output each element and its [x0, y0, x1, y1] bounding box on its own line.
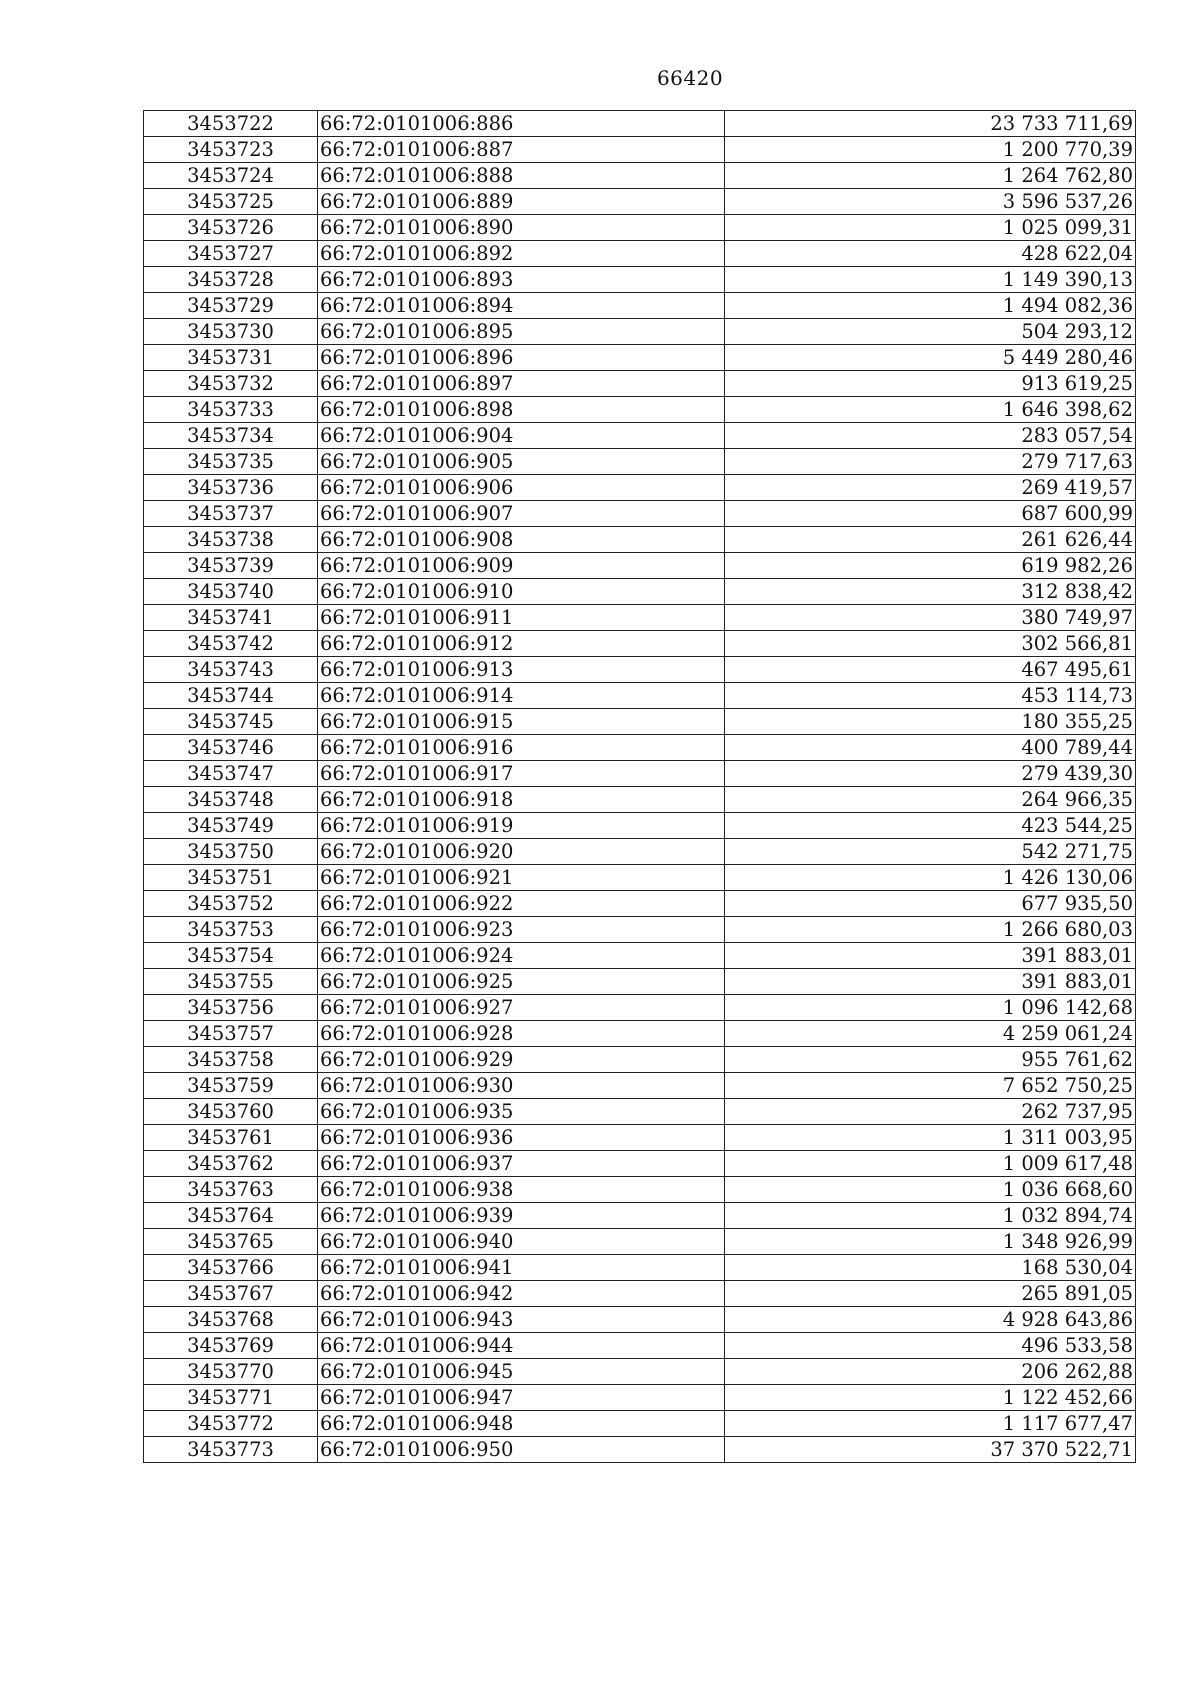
cadastral-number-cell: 66:72:0101006:938 — [318, 1177, 725, 1203]
cadastral-number-cell: 66:72:0101006:898 — [318, 397, 725, 423]
cadastral-number-cell: 66:72:0101006:940 — [318, 1229, 725, 1255]
table-row — [144, 969, 1136, 995]
table-row — [144, 1359, 1136, 1385]
cadastral-value-cell: 1 348 926,99 — [725, 1229, 1136, 1255]
row-number-cell: 3453740 — [144, 579, 318, 605]
cadastral-number-cell: 66:72:0101006:948 — [318, 1411, 725, 1437]
table-row — [144, 865, 1136, 891]
cadastral-value-cell: 1 149 390,13 — [725, 267, 1136, 293]
cadastral-value-cell: 1 009 617,48 — [725, 1151, 1136, 1177]
row-number-cell: 3453738 — [144, 527, 318, 553]
cadastral-number-cell: 66:72:0101006:895 — [318, 319, 725, 345]
row-number-cell: 3453751 — [144, 865, 318, 891]
cadastral-number-cell: 66:72:0101006:907 — [318, 501, 725, 527]
table-row — [144, 1229, 1136, 1255]
table-row — [144, 631, 1136, 657]
row-number-cell: 3453730 — [144, 319, 318, 345]
cadastral-number-cell: 66:72:0101006:911 — [318, 605, 725, 631]
cadastral-value-cell: 5 449 280,46 — [725, 345, 1136, 371]
table-row — [144, 267, 1136, 293]
cadastral-number-cell: 66:72:0101006:929 — [318, 1047, 725, 1073]
table-row — [144, 1151, 1136, 1177]
cadastral-value-cell: 1 646 398,62 — [725, 397, 1136, 423]
table-row — [144, 839, 1136, 865]
cadastral-number-cell: 66:72:0101006:928 — [318, 1021, 725, 1047]
cadastral-value-cell: 1 266 680,03 — [725, 917, 1136, 943]
cadastral-value-cell: 261 626,44 — [725, 527, 1136, 553]
cadastral-number-cell: 66:72:0101006:944 — [318, 1333, 725, 1359]
table-row — [144, 813, 1136, 839]
cadastral-value-table — [143, 110, 1136, 1463]
cadastral-number-cell: 66:72:0101006:906 — [318, 475, 725, 501]
row-number-cell: 3453744 — [144, 683, 318, 709]
table-row — [144, 1333, 1136, 1359]
row-number-cell: 3453749 — [144, 813, 318, 839]
cadastral-value-cell: 1 200 770,39 — [725, 137, 1136, 163]
row-number-cell: 3453762 — [144, 1151, 318, 1177]
cadastral-value-cell: 496 533,58 — [725, 1333, 1136, 1359]
cadastral-number-cell: 66:72:0101006:915 — [318, 709, 725, 735]
row-number-cell: 3453763 — [144, 1177, 318, 1203]
cadastral-number-cell: 66:72:0101006:936 — [318, 1125, 725, 1151]
cadastral-number-cell: 66:72:0101006:918 — [318, 787, 725, 813]
cadastral-number-cell: 66:72:0101006:914 — [318, 683, 725, 709]
row-number-cell: 3453757 — [144, 1021, 318, 1047]
table-row — [144, 345, 1136, 371]
row-number-cell: 3453723 — [144, 137, 318, 163]
cadastral-value-cell: 391 883,01 — [725, 969, 1136, 995]
table-row — [144, 787, 1136, 813]
row-number-cell: 3453733 — [144, 397, 318, 423]
row-number-cell: 3453764 — [144, 1203, 318, 1229]
table-row — [144, 1177, 1136, 1203]
table-row — [144, 1307, 1136, 1333]
table-body — [144, 111, 1136, 1463]
cadastral-number-cell: 66:72:0101006:904 — [318, 423, 725, 449]
cadastral-number-cell: 66:72:0101006:916 — [318, 735, 725, 761]
row-number-cell: 3453769 — [144, 1333, 318, 1359]
row-number-cell: 3453742 — [144, 631, 318, 657]
cadastral-value-cell: 423 544,25 — [725, 813, 1136, 839]
row-number-cell: 3453761 — [144, 1125, 318, 1151]
row-number-cell: 3453754 — [144, 943, 318, 969]
cadastral-number-cell: 66:72:0101006:886 — [318, 111, 725, 137]
cadastral-number-cell: 66:72:0101006:896 — [318, 345, 725, 371]
cadastral-value-cell: 23 733 711,69 — [725, 111, 1136, 137]
cadastral-value-cell: 1 311 003,95 — [725, 1125, 1136, 1151]
row-number-cell: 3453731 — [144, 345, 318, 371]
table-row — [144, 423, 1136, 449]
table-row — [144, 735, 1136, 761]
cadastral-value-cell: 4 928 643,86 — [725, 1307, 1136, 1333]
table-row — [144, 553, 1136, 579]
table-row — [144, 241, 1136, 267]
row-number-cell: 3453728 — [144, 267, 318, 293]
table-row — [144, 1021, 1136, 1047]
cadastral-value-cell: 180 355,25 — [725, 709, 1136, 735]
row-number-cell: 3453750 — [144, 839, 318, 865]
row-number-cell: 3453758 — [144, 1047, 318, 1073]
row-number-cell: 3453726 — [144, 215, 318, 241]
row-number-cell: 3453748 — [144, 787, 318, 813]
table-row — [144, 449, 1136, 475]
table-row — [144, 293, 1136, 319]
cadastral-value-cell: 955 761,62 — [725, 1047, 1136, 1073]
row-number-cell: 3453724 — [144, 163, 318, 189]
row-number-cell: 3453735 — [144, 449, 318, 475]
row-number-cell: 3453734 — [144, 423, 318, 449]
cadastral-value-cell: 913 619,25 — [725, 371, 1136, 397]
cadastral-number-cell: 66:72:0101006:922 — [318, 891, 725, 917]
row-number-cell: 3453772 — [144, 1411, 318, 1437]
cadastral-value-cell: 453 114,73 — [725, 683, 1136, 709]
cadastral-number-cell: 66:72:0101006:930 — [318, 1073, 725, 1099]
cadastral-value-cell: 7 652 750,25 — [725, 1073, 1136, 1099]
row-number-cell: 3453752 — [144, 891, 318, 917]
cadastral-value-cell: 37 370 522,71 — [725, 1437, 1136, 1463]
cadastral-value-cell: 1 032 894,74 — [725, 1203, 1136, 1229]
table-row — [144, 605, 1136, 631]
row-number-cell: 3453756 — [144, 995, 318, 1021]
cadastral-number-cell: 66:72:0101006:935 — [318, 1099, 725, 1125]
table-row — [144, 579, 1136, 605]
row-number-cell: 3453745 — [144, 709, 318, 735]
table-row — [144, 1203, 1136, 1229]
row-number-cell: 3453765 — [144, 1229, 318, 1255]
cadastral-value-cell: 302 566,81 — [725, 631, 1136, 657]
cadastral-value-cell: 1 122 452,66 — [725, 1385, 1136, 1411]
cadastral-number-cell: 66:72:0101006:927 — [318, 995, 725, 1021]
cadastral-number-cell: 66:72:0101006:942 — [318, 1281, 725, 1307]
cadastral-number-cell: 66:72:0101006:910 — [318, 579, 725, 605]
row-number-cell: 3453766 — [144, 1255, 318, 1281]
table-row — [144, 1281, 1136, 1307]
cadastral-number-cell: 66:72:0101006:893 — [318, 267, 725, 293]
table-row — [144, 189, 1136, 215]
cadastral-number-cell: 66:72:0101006:894 — [318, 293, 725, 319]
table-row — [144, 501, 1136, 527]
row-number-cell: 3453755 — [144, 969, 318, 995]
cadastral-value-cell: 279 717,63 — [725, 449, 1136, 475]
row-number-cell: 3453760 — [144, 1099, 318, 1125]
row-number-cell: 3453729 — [144, 293, 318, 319]
table-row — [144, 319, 1136, 345]
cadastral-number-cell: 66:72:0101006:912 — [318, 631, 725, 657]
cadastral-number-cell: 66:72:0101006:913 — [318, 657, 725, 683]
cadastral-value-cell: 504 293,12 — [725, 319, 1136, 345]
cadastral-value-cell: 467 495,61 — [725, 657, 1136, 683]
table-row — [144, 1437, 1136, 1463]
table-row — [144, 163, 1136, 189]
cadastral-number-cell: 66:72:0101006:888 — [318, 163, 725, 189]
table-row — [144, 917, 1136, 943]
cadastral-number-cell: 66:72:0101006:917 — [318, 761, 725, 787]
cadastral-value-cell: 400 789,44 — [725, 735, 1136, 761]
cadastral-value-cell: 1 096 142,68 — [725, 995, 1136, 1021]
table-row — [144, 1385, 1136, 1411]
cadastral-number-cell: 66:72:0101006:920 — [318, 839, 725, 865]
cadastral-number-cell: 66:72:0101006:889 — [318, 189, 725, 215]
cadastral-value-cell: 1 426 130,06 — [725, 865, 1136, 891]
row-number-cell: 3453741 — [144, 605, 318, 631]
row-number-cell: 3453768 — [144, 1307, 318, 1333]
cadastral-value-cell: 168 530,04 — [725, 1255, 1136, 1281]
row-number-cell: 3453722 — [144, 111, 318, 137]
table-row — [144, 943, 1136, 969]
table-row — [144, 657, 1136, 683]
cadastral-value-cell: 279 439,30 — [725, 761, 1136, 787]
cadastral-number-cell: 66:72:0101006:941 — [318, 1255, 725, 1281]
cadastral-value-cell: 1 264 762,80 — [725, 163, 1136, 189]
cadastral-value-cell: 3 596 537,26 — [725, 189, 1136, 215]
table-row — [144, 1099, 1136, 1125]
cadastral-number-cell: 66:72:0101006:890 — [318, 215, 725, 241]
table-row — [144, 215, 1136, 241]
row-number-cell: 3453747 — [144, 761, 318, 787]
cadastral-number-cell: 66:72:0101006:908 — [318, 527, 725, 553]
row-number-cell: 3453753 — [144, 917, 318, 943]
cadastral-value-cell: 428 622,04 — [725, 241, 1136, 267]
cadastral-value-cell: 1 117 677,47 — [725, 1411, 1136, 1437]
row-number-cell: 3453736 — [144, 475, 318, 501]
table-row — [144, 397, 1136, 423]
cadastral-value-cell: 4 259 061,24 — [725, 1021, 1136, 1047]
cadastral-value-cell: 262 737,95 — [725, 1099, 1136, 1125]
row-number-cell: 3453770 — [144, 1359, 318, 1385]
cadastral-value-cell: 1 036 668,60 — [725, 1177, 1136, 1203]
cadastral-number-cell: 66:72:0101006:892 — [318, 241, 725, 267]
cadastral-value-cell: 380 749,97 — [725, 605, 1136, 631]
cadastral-number-cell: 66:72:0101006:939 — [318, 1203, 725, 1229]
cadastral-number-cell: 66:72:0101006:897 — [318, 371, 725, 397]
table-row — [144, 709, 1136, 735]
table-row — [144, 1047, 1136, 1073]
table-row — [144, 683, 1136, 709]
row-number-cell: 3453739 — [144, 553, 318, 579]
cadastral-number-cell: 66:72:0101006:923 — [318, 917, 725, 943]
row-number-cell: 3453771 — [144, 1385, 318, 1411]
table-row — [144, 891, 1136, 917]
cadastral-number-cell: 66:72:0101006:945 — [318, 1359, 725, 1385]
table-row — [144, 1411, 1136, 1437]
table-row — [144, 1255, 1136, 1281]
table-row — [144, 995, 1136, 1021]
table-row — [144, 1073, 1136, 1099]
cadastral-value-cell: 687 600,99 — [725, 501, 1136, 527]
cadastral-value-cell: 206 262,88 — [725, 1359, 1136, 1385]
cadastral-value-cell: 677 935,50 — [725, 891, 1136, 917]
cadastral-value-cell: 619 982,26 — [725, 553, 1136, 579]
cadastral-number-cell: 66:72:0101006:924 — [318, 943, 725, 969]
cadastral-number-cell: 66:72:0101006:919 — [318, 813, 725, 839]
row-number-cell: 3453732 — [144, 371, 318, 397]
row-number-cell: 3453746 — [144, 735, 318, 761]
row-number-cell: 3453759 — [144, 1073, 318, 1099]
cadastral-value-cell: 283 057,54 — [725, 423, 1136, 449]
table-row — [144, 527, 1136, 553]
cadastral-number-cell: 66:72:0101006:905 — [318, 449, 725, 475]
row-number-cell: 3453773 — [144, 1437, 318, 1463]
cadastral-number-cell: 66:72:0101006:909 — [318, 553, 725, 579]
table-row — [144, 1125, 1136, 1151]
cadastral-value-cell: 1 494 082,36 — [725, 293, 1136, 319]
cadastral-value-cell: 391 883,01 — [725, 943, 1136, 969]
cadastral-value-cell: 1 025 099,31 — [725, 215, 1136, 241]
row-number-cell: 3453743 — [144, 657, 318, 683]
row-number-cell: 3453725 — [144, 189, 318, 215]
row-number-cell: 3453737 — [144, 501, 318, 527]
cadastral-value-cell: 312 838,42 — [725, 579, 1136, 605]
cadastral-number-cell: 66:72:0101006:921 — [318, 865, 725, 891]
cadastral-number-cell: 66:72:0101006:925 — [318, 969, 725, 995]
table-row — [144, 475, 1136, 501]
cadastral-number-cell: 66:72:0101006:950 — [318, 1437, 725, 1463]
table-row — [144, 761, 1136, 787]
cadastral-number-cell: 66:72:0101006:943 — [318, 1307, 725, 1333]
cadastral-number-cell: 66:72:0101006:937 — [318, 1151, 725, 1177]
page-number: 66420 — [656, 66, 724, 90]
row-number-cell: 3453727 — [144, 241, 318, 267]
cadastral-number-cell: 66:72:0101006:887 — [318, 137, 725, 163]
cadastral-value-cell: 264 966,35 — [725, 787, 1136, 813]
table-row — [144, 111, 1136, 137]
cadastral-number-cell: 66:72:0101006:947 — [318, 1385, 725, 1411]
table-row — [144, 371, 1136, 397]
table-row — [144, 137, 1136, 163]
cadastral-value-cell: 269 419,57 — [725, 475, 1136, 501]
cadastral-value-cell: 542 271,75 — [725, 839, 1136, 865]
row-number-cell: 3453767 — [144, 1281, 318, 1307]
cadastral-value-cell: 265 891,05 — [725, 1281, 1136, 1307]
